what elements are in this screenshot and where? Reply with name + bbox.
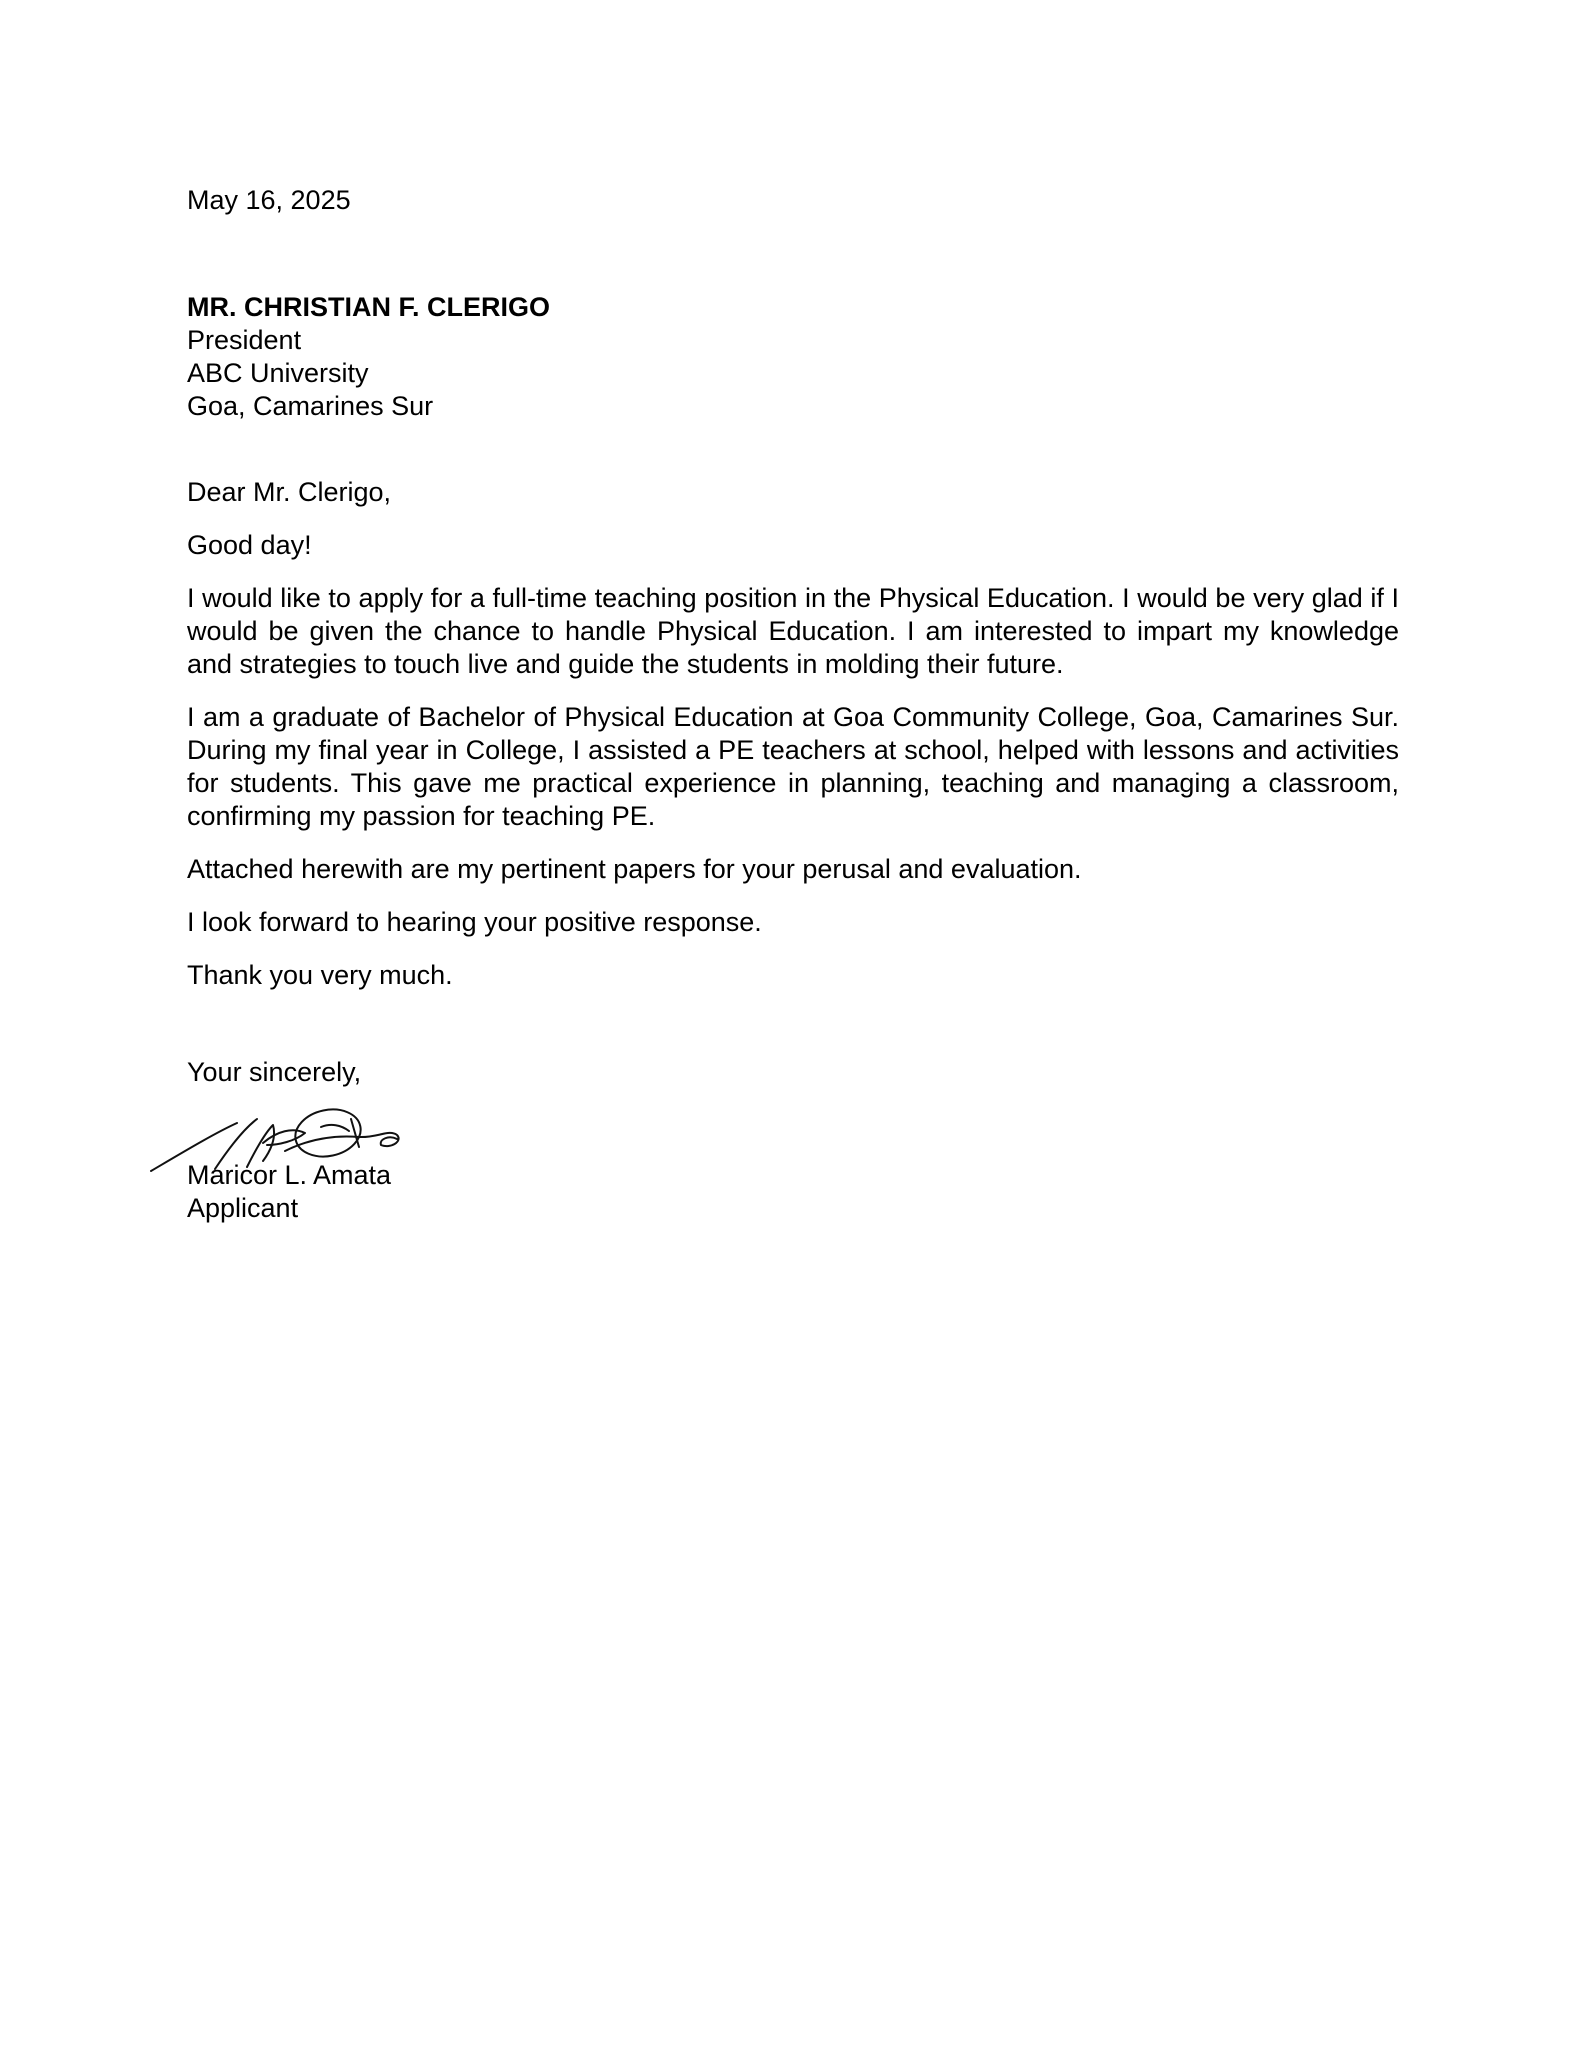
sender-name: Maricor L. Amata <box>187 1160 392 1190</box>
body-paragraph-3: Attached herewith are my pertinent papers for your perusal and evaluation. <box>187 854 1082 884</box>
recipient-name: MR. CHRISTIAN F. CLERIGO <box>187 292 550 322</box>
recipient-address: Goa, Camarines Sur <box>187 391 434 421</box>
body-paragraph-4: I look forward to hearing your positive response. <box>187 907 762 937</box>
letter-body <box>187 184 1399 1225</box>
letter-date: May 16, 2025 <box>187 185 351 215</box>
recipient-title: President <box>187 325 302 355</box>
signature-block <box>187 1159 1399 1225</box>
recipient-block <box>187 291 1399 423</box>
closing: Your sincerely, <box>187 1057 362 1087</box>
recipient-organization: ABC University <box>187 358 369 388</box>
sender-role: Applicant <box>187 1193 299 1223</box>
body-paragraph-1: I would like to apply for a full-time teaching position in the Physical Education. I would be very glad if I would be given the chance to handle Physical Education. I am interested to impart my knowledge and strategies to touch live and guide the students in molding their future. <box>187 583 1399 679</box>
greeting: Good day! <box>187 530 312 560</box>
body-paragraph-5: Thank you very much. <box>187 960 453 990</box>
body-paragraph-2: I am a graduate of Bachelor of Physical Education at Goa Community College, Goa, Camarines Sur. During my final year in College, I assisted a PE teachers at school, helped with lessons and activities for students. This gave me practical experience in planning, teaching and managing a classroom, confirming my passion for teaching PE. <box>187 702 1399 831</box>
salutation: Dear Mr. Clerigo, <box>187 477 392 507</box>
